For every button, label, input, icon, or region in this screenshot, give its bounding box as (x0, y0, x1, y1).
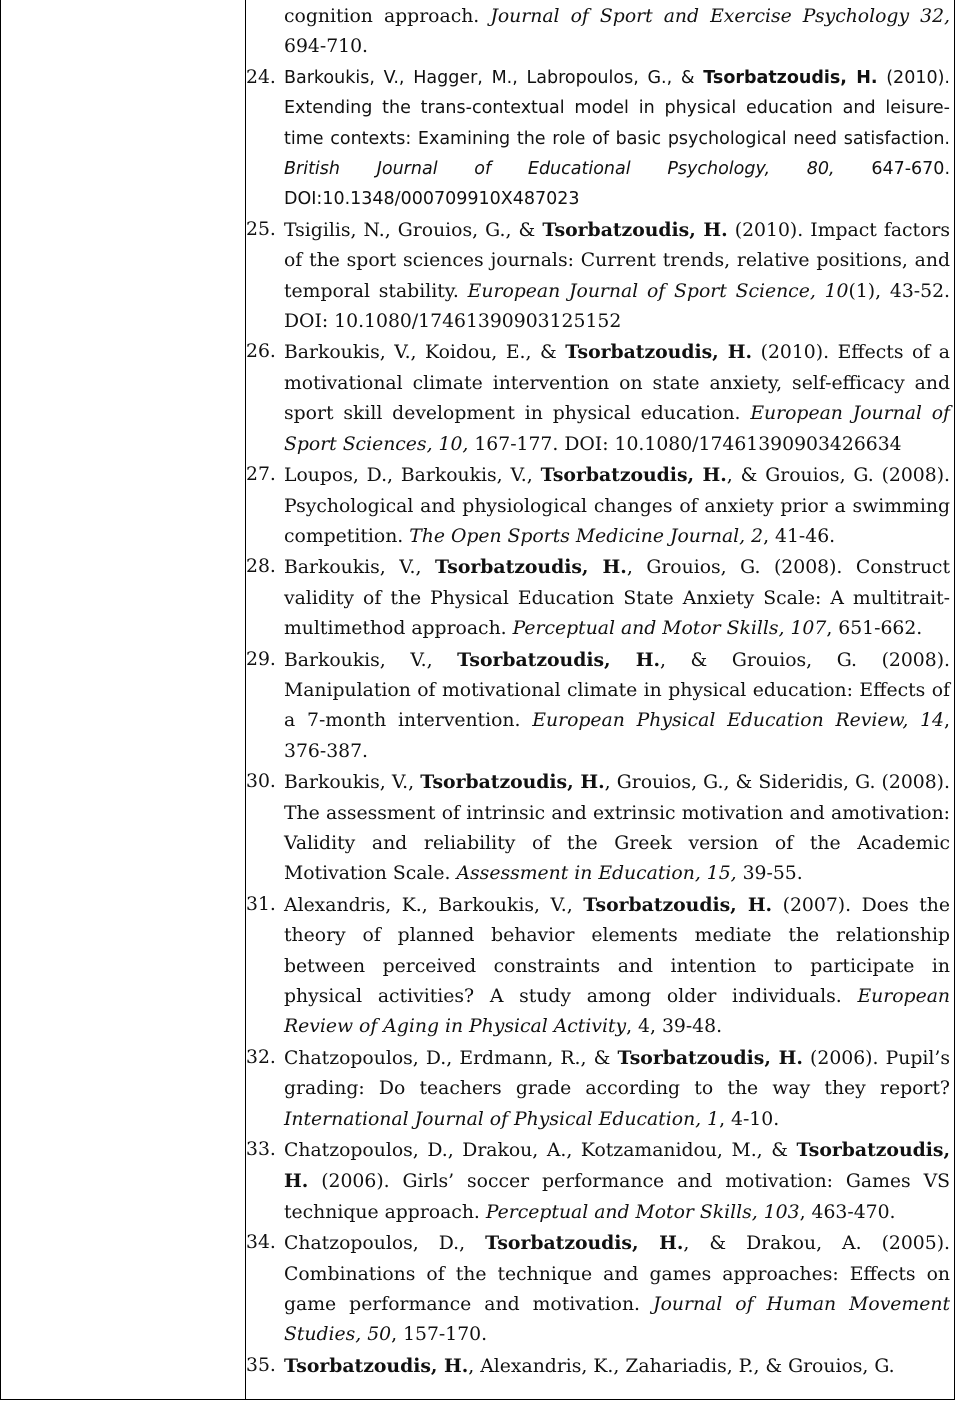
ref-highlight-author: Tsorbatzoudis, H. (565, 341, 753, 364)
ref-number: 28. (246, 556, 276, 578)
ref-text: , & Grouios, G. (2008). Manipulation of motivational climate in physical education: Effects of a 7-month intervention. (284, 649, 950, 732)
ref-text: , Alexandris, K., Zahariadis, P., & Grouios, G. (468, 1355, 895, 1377)
ref-number: 34. (246, 1232, 276, 1254)
ref-journal: European Journal of Sport Science, 10 (467, 280, 849, 302)
ref-highlight-author: Tsorbatzoudis, H. (420, 771, 605, 794)
ref-number: 30. (246, 771, 276, 793)
ref-journal: Journal of Human Movement Studies, 50 (284, 1294, 950, 1346)
reference-34 (246, 1228, 950, 1351)
ref-authors: Alexandris, K., Barkoukis, V., (284, 894, 584, 916)
ref-text: , Grouios, G., & Sideridis, G. (2008). The assessment of intrinsic and extrinsic motivation and amotivation: Validity and reliability of the Greek version of the Academic Motivation Scale. (284, 772, 950, 885)
ref-number: 27. (246, 464, 276, 486)
ref-journal: European Physical Education Review, 14 (532, 710, 945, 732)
ref-pages: , 41-46. (763, 525, 836, 547)
reference-25 (246, 215, 950, 338)
ref-pages: 167-177. DOI: 10.1080/17461390903426634 (468, 433, 902, 455)
reference-33 (246, 1135, 950, 1228)
ref-journal: Journal of Sport and Exercise Psychology 32, (490, 6, 950, 27)
reference-26 (246, 337, 950, 460)
ref-text: (2010). Impact factors of the sport sciences journals: Current trends, relative positions, and temporal stability. (284, 219, 951, 302)
ref-authors: Barkoukis, V., Koidou, E., & (284, 342, 566, 364)
ref-journal: British Journal of Educational Psychology, 80, (284, 159, 835, 180)
reference-27 (246, 460, 950, 552)
ref-text: (2010). Effects of a motivational climate intervention on state anxiety, self-efficacy and sport skill development in physical education. (284, 342, 950, 425)
ref-journal: Perceptual and Motor Skills, 103 (485, 1201, 800, 1223)
ref-authors: Barkoukis, V., Hagger, M., Labropoulos, G., & (284, 67, 704, 88)
reference-30 (246, 767, 950, 890)
ref-text: (2006). Girls’ soccer performance and motivation: Games VS technique approach. (284, 1171, 950, 1223)
ref-authors: Chatzopoulos, D., (284, 1233, 486, 1255)
ref-pages: , 463-470. (799, 1201, 896, 1223)
ref-highlight-author: Tsorbatzoudis, H. (457, 648, 660, 671)
reference-32 (246, 1043, 950, 1135)
ref-highlight-author: Tsorbatzoudis, H. (583, 893, 773, 916)
ref-pages: 694-710. (284, 36, 369, 58)
ref-highlight-author: Tsorbatzoudis, H. (617, 1046, 803, 1069)
ref-pages: (1), 43-52. DOI: 10.1080/17461390903125152 (284, 280, 950, 333)
ref-number: 24. (246, 66, 276, 88)
ref-text: , & Grouios, G. (2008). Psychological and physiological changes of anxiety prior a swimming competition. (284, 465, 950, 547)
ref-number: 26. (246, 341, 276, 363)
ref-number: 25. (246, 218, 276, 240)
ref-text: , Grouios, G. (2008). Construct validity of the Physical Education State Anxiety Scale: A multitrait-multimethod approach. (284, 557, 951, 640)
ref-journal: European Journal of Sport Sciences, 10, (284, 403, 950, 455)
ref-journal: The Open Sports Medicine Journal, 2 (409, 525, 764, 547)
ref-number: 33. (246, 1139, 276, 1161)
ref-authors: Loupos, D., Barkoukis, V., (284, 465, 541, 487)
reference-29 (246, 645, 950, 768)
ref-highlight-author: Tsorbatzoudis, H. (485, 1232, 684, 1255)
ref-highlight-author: Tsorbatzoudis, H. (542, 218, 728, 241)
ref-pages: 647-670. DOI:10.1348/000709910X487023 (284, 159, 951, 210)
ref-journal: International Journal of Physical Education, 1 (284, 1108, 720, 1130)
ref-pages: , 157-170. (391, 1324, 488, 1346)
ref-pages: , 4-10. (719, 1108, 780, 1130)
ref-journal: Assessment in Education, 15, (456, 863, 737, 885)
ref-authors: Barkoukis, V., (284, 557, 436, 579)
ref-authors: Chatzopoulos, D., Erdmann, R., & (284, 1047, 618, 1069)
ref-text: , & Drakou, A. (2005). Combinations of the technique and games approaches: Effects on game performance and motivation. (284, 1233, 950, 1316)
ref-highlight-author: Tsorbatzoudis, H. (284, 1139, 950, 1193)
reference-28 (246, 552, 950, 644)
ref-number: 31. (246, 893, 276, 915)
ref-pages: , 651-662. (826, 618, 923, 640)
reference-list (246, 2, 950, 1382)
ref-text: (2010). Extending the trans-contextual model in physical education and leisure-time contexts: Examining the role of basic psychological need satisfaction. (284, 67, 950, 149)
ref-authors: Tsigilis, N., Grouios, G., & (284, 219, 543, 241)
ref-journal: European Review of Aging in Physical Activity (284, 986, 950, 1038)
ref-highlight-author: Tsorbatzoudis, H. (435, 556, 627, 579)
ref-number: 32. (246, 1046, 276, 1068)
ref-number: 35. (246, 1354, 276, 1376)
ref-text: cognition approach. (284, 6, 491, 27)
ref-highlight-author: Tsorbatzoudis, H. (703, 67, 878, 88)
reference-23-tail (246, 2, 950, 63)
ref-journal: Perceptual and Motor Skills, 107 (512, 618, 827, 640)
ref-authors: Chatzopoulos, D., Drakou, A., Kotzamanidou, M., & (284, 1140, 797, 1162)
ref-highlight-author: Tsorbatzoudis, H. (540, 464, 727, 487)
ref-pages: 39-55. (736, 863, 803, 885)
reference-31 (246, 890, 950, 1043)
reference-24 (246, 63, 950, 215)
ref-pages: , 4, 39-48. (626, 1016, 723, 1038)
ref-pages: , 376-387. (284, 710, 950, 762)
reference-35 (246, 1351, 950, 1382)
ref-text: (2006). Pupil’s grading: Do teachers grade according to the way they report? (284, 1047, 950, 1100)
ref-text: (2007). Does the theory of planned behavior elements mediate the relationship between perceived constraints and intention to participate in physical activities? A study among older individuals. (284, 894, 950, 1007)
ref-number: 29. (246, 648, 276, 670)
ref-authors: Barkoukis, V., (284, 649, 458, 671)
ref-highlight-author: Tsorbatzoudis, H. (284, 1354, 469, 1377)
ref-authors: Barkoukis, V., (284, 772, 421, 794)
